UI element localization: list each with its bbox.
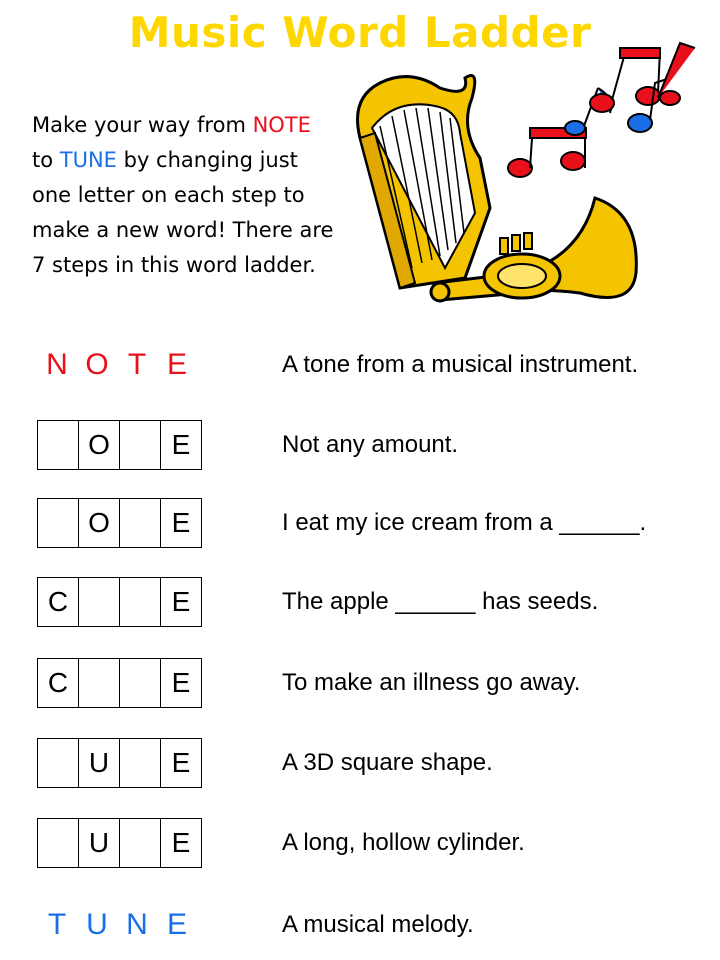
- clue-text: To make an illness go away.: [282, 669, 581, 696]
- letter-box[interactable]: E: [160, 420, 202, 470]
- letter-boxes: [37, 658, 202, 708]
- letter-box[interactable]: [78, 658, 120, 708]
- letter-box[interactable]: [37, 498, 79, 548]
- letter-boxes: [37, 577, 202, 627]
- letter-box[interactable]: C: [37, 577, 79, 627]
- letter-box[interactable]: C: [37, 658, 79, 708]
- letter: N: [126, 908, 148, 941]
- letter: E: [166, 908, 187, 941]
- letter-box[interactable]: E: [160, 498, 202, 548]
- page-title: Music Word Ladder: [128, 8, 592, 57]
- clue-text: A 3D square shape.: [282, 749, 493, 776]
- ladder-row: [0, 818, 720, 868]
- letter-box[interactable]: [37, 738, 79, 788]
- letter-boxes: [37, 498, 202, 548]
- letter-box[interactable]: [37, 818, 79, 868]
- letter-box[interactable]: [119, 738, 161, 788]
- clue-text: A tone from a musical instrument.: [282, 351, 639, 378]
- letter-box[interactable]: E: [160, 658, 202, 708]
- letter-box[interactable]: [37, 420, 79, 470]
- letter: T: [47, 908, 67, 941]
- clue-text: A musical melody.: [282, 911, 474, 938]
- letter: U: [86, 908, 108, 941]
- letter-box[interactable]: [119, 420, 161, 470]
- letter-box[interactable]: [119, 577, 161, 627]
- instructions: Make your way from NOTE to TUNE by changing just one letter on each step to make a new word! There are 7 steps in this word ladder.: [32, 113, 334, 277]
- harp-icon: [358, 76, 491, 289]
- ladder-row: [0, 577, 720, 627]
- letter-box[interactable]: E: [160, 818, 202, 868]
- letter-box[interactable]: U: [78, 818, 120, 868]
- letter-box[interactable]: E: [160, 577, 202, 627]
- ladder-row: [0, 658, 720, 708]
- letter-box[interactable]: [119, 658, 161, 708]
- clue-text: A long, hollow cylinder.: [282, 829, 525, 856]
- ladder-row: [0, 420, 720, 470]
- ladder-row: [0, 498, 720, 548]
- start-word-letters: [37, 340, 197, 390]
- end-word: TUNE: [59, 148, 117, 172]
- letter-boxes: [37, 818, 202, 868]
- letter: N: [46, 348, 68, 381]
- ladder-row: [0, 900, 720, 950]
- clue-text: Not any amount.: [282, 431, 459, 458]
- letter: E: [166, 348, 187, 381]
- music-illustration: [340, 38, 700, 308]
- letter-boxes: [37, 738, 202, 788]
- letter-boxes: [37, 420, 202, 470]
- letter: O: [85, 348, 109, 381]
- letter: T: [127, 348, 147, 381]
- ladder-row: [0, 738, 720, 788]
- letter-box[interactable]: E: [160, 738, 202, 788]
- start-word: NOTE: [252, 113, 311, 137]
- letter-box[interactable]: O: [78, 420, 120, 470]
- letter-box[interactable]: [119, 498, 161, 548]
- letter-box[interactable]: O: [78, 498, 120, 548]
- clue-text: I eat my ice cream from a ______.: [282, 509, 647, 536]
- music-notes-icon: [508, 43, 695, 177]
- intro-text-1: Make your way from: [32, 113, 253, 137]
- ladder-row: [0, 340, 720, 390]
- letter-box[interactable]: U: [78, 738, 120, 788]
- letter-box[interactable]: [78, 577, 120, 627]
- end-word-letters: [37, 900, 197, 950]
- letter-box[interactable]: [119, 818, 161, 868]
- clue-text: The apple ______ has seeds.: [282, 588, 599, 615]
